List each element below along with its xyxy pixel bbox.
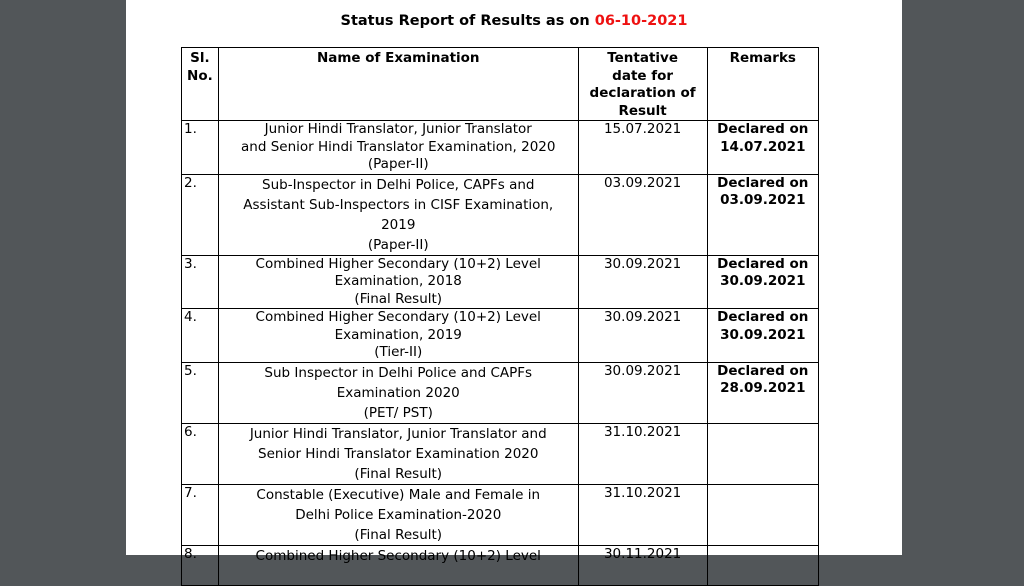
header-exam-name: Name of Examination [218,48,578,121]
exam-name-line: (Paper-II) [367,236,429,253]
remarks-line: 30.09.2021 [720,273,806,289]
report-title [126,13,902,29]
row-tentative-date: 31.10.2021 [578,484,707,545]
remarks-line: 28.09.2021 [720,380,806,396]
exam-name-line: Constable (Executive) Male and Female in [256,486,541,503]
table-row [182,484,819,545]
row-sl-no: 8. [182,545,219,585]
row-exam-name [218,309,578,363]
row-remarks [707,423,818,484]
exam-name-line: Combined Higher Secondary (10+2) Level [255,547,541,564]
exam-name-line: (Final Result) [354,465,443,482]
table-row [182,362,819,423]
header-date-line: date for [612,67,674,84]
report-date: 06-10-2021 [594,13,688,29]
row-exam-name [218,362,578,423]
exam-name-line: Combined Higher Secondary (10+2) Level [255,309,541,325]
report-title-prefix: Status Report of Results as on [340,13,595,29]
table-row [182,545,819,585]
exam-name-line: (Tier-II) [374,344,423,360]
exam-name-line: Junior Hindi Translator, Junior Translator [264,121,532,137]
exam-name-line: Sub-Inspector in Delhi Police, CAPFs and [262,176,535,193]
results-status-table [181,47,819,586]
row-sl-no: 1. [182,121,219,175]
row-tentative-date: 31.10.2021 [578,423,707,484]
header-sl-line: Sl. [190,50,210,66]
exam-name-line: Examination, 2018 [334,273,462,289]
row-remarks [707,362,818,423]
remarks-line: Declared on [717,174,809,191]
row-remarks [707,174,818,255]
row-exam-name [218,174,578,255]
row-remarks [707,255,818,309]
exam-name-line: Junior Hindi Translator, Junior Translator and [249,425,547,442]
exam-name-line: Examination 2020 [336,384,460,401]
header-sl-no [182,48,219,121]
row-sl-no: 3. [182,255,219,309]
document-page [126,0,902,564]
exam-name-line: Senior Hindi Translator Examination 2020 [258,445,539,462]
row-exam-name [218,545,578,585]
row-tentative-date: 30.11.2021 [578,545,707,585]
row-sl-no: 7. [182,484,219,545]
row-tentative-date: 30.09.2021 [578,255,707,309]
row-tentative-date: 03.09.2021 [578,174,707,255]
exam-name-line: and Senior Hindi Translator Examination, 2020 [241,138,556,155]
row-exam-name [218,255,578,309]
header-date-line: Tentative [607,50,679,66]
exam-name-line: (Final Result) [354,290,443,307]
row-tentative-date: 30.09.2021 [578,309,707,363]
exam-name-line: Combined Higher Secondary (10+2) Level [255,255,541,272]
header-sl-line: No. [187,67,213,84]
remarks-line: Declared on [717,121,809,137]
remarks-line: Declared on [717,309,809,325]
row-exam-name [218,423,578,484]
row-sl-no: 5. [182,362,219,423]
row-exam-name [218,484,578,545]
row-remarks [707,484,818,545]
exam-name-line: Delhi Police Examination-2020 [295,506,502,523]
exam-name-line: Examination, 2019 [334,326,462,343]
header-remarks: Remarks [707,48,818,121]
table-row [182,121,819,175]
remarks-line: 30.09.2021 [720,326,806,343]
exam-name-line: (Final Result) [354,526,443,543]
table-row [182,309,819,363]
header-tentative-date [578,48,707,121]
exam-name-line: 2019 [381,216,416,233]
row-sl-no: 4. [182,309,219,363]
row-tentative-date: 15.07.2021 [578,121,707,175]
table-row [182,423,819,484]
remarks-line: 14.07.2021 [720,138,806,155]
row-tentative-date: 30.09.2021 [578,362,707,423]
table-header-row [182,48,819,121]
row-sl-no: 2. [182,174,219,255]
table-row [182,255,819,309]
exam-name-line: (PET/ PST) [363,404,433,421]
row-remarks [707,121,818,175]
remarks-line: Declared on [717,255,809,272]
row-sl-no: 6. [182,423,219,484]
exam-name-line: Assistant Sub-Inspectors in CISF Examination, [243,196,554,213]
remarks-line: 03.09.2021 [720,192,806,208]
row-remarks [707,309,818,363]
remarks-line: Declared on [717,362,809,379]
exam-name-line: Sub Inspector in Delhi Police and CAPFs [264,364,533,381]
header-date-line: declaration of [589,85,696,101]
exam-name-line: (Paper-II) [367,156,429,172]
row-exam-name [218,121,578,175]
row-remarks [707,545,818,585]
table-row [182,174,819,255]
header-date-line: Result [618,102,667,119]
